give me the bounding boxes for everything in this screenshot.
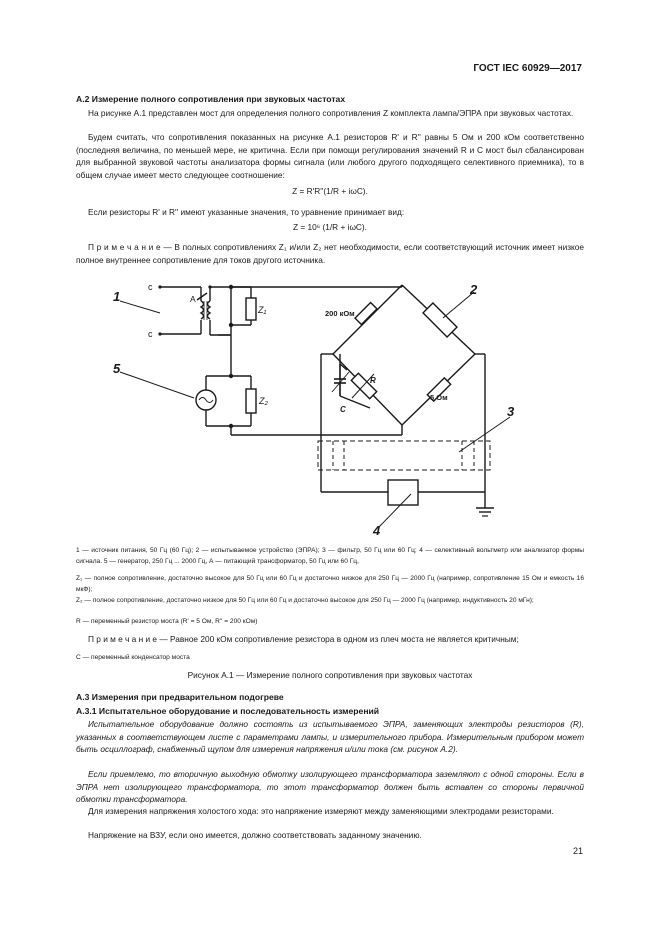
z1-impedance — [246, 298, 256, 320]
device-under-test-box — [423, 303, 457, 337]
figure-legend-1: 1 — источник питания, 50 Гц (60 Гц); 2 — испытываемое устройство (ЭПРА); 3 — фильтр, 50 Гц или 60 Гц; 4 — селективный вольтметр или анализатор формы сигнала. 5 — генератор, 250 Гц ... 2000 Гц, А — питающий трансформатор, 50 Гц или 60 Гц, — [76, 547, 584, 565]
figure-legend-5: С — переменный конденсатор моста — [76, 654, 190, 661]
bridge-arm-200k — [333, 285, 402, 354]
figure-legend-3: Z₂ — полное сопротивление, достаточно низкое для 50 Гц или 60 Гц и достаточно высокое для 250 Гц — 2000 Гц (например, индуктивность 20 мГн); — [76, 597, 534, 604]
transformer-primary — [201, 301, 204, 319]
formula-1: Z = R'R''(1/R + iωC). — [292, 186, 368, 196]
note-2-label: П р и м е ч а н и е — [88, 634, 158, 644]
section-a2-para1: На рисунке А.1 представлен мост для определения полного сопротивления Z комплекта лампа/ЭПРА при звуковых частотах. — [88, 108, 574, 118]
note-1-label: П р и м е ч а н и е — [88, 242, 161, 252]
label-z2: Z₂ — [259, 396, 268, 406]
section-a3-para4: Напряжение на ВЗУ, если оно имеется, должно соответствовать заданному значению. — [88, 830, 422, 840]
note-2 — [76, 633, 584, 646]
section-a2-para2: Будем считать, что сопротивления показанных на рисунке А.1 резисторов R' и R'' равны 5 Ом и 200 кОм соответственно (последняя величина, по меньшей мере, не критична. Если при помощи регулирования значений R и С мост был сбалансирован для выбранной звуковой частоты анализатора формы сигнала (или любого другого подходящего селективного приемника), то в общем случае имеет место следующее соотношение: — [76, 132, 584, 180]
label-200k: 200 кОм — [325, 309, 355, 318]
label-z1: Z₁ — [258, 305, 267, 315]
figure-legend-2: Z₁ — полное сопротивление, достаточно высокое для 50 Гц или 60 Гц и достаточно низкое для 250 Гц — 2000 Гц (например, сопротивление 15 Ом и емкость 16 мкФ); — [76, 575, 584, 593]
transformer-secondary — [208, 301, 211, 319]
standard-header: ГОСТ IEC 60929—2017 — [473, 63, 582, 74]
label-5: 5 — [113, 361, 121, 376]
note-1-text: — В полных сопротивлениях Z₁ и/или Z₂ нет необходимости, если соответствующий источник имеет низкое полное внутреннее сопротивление для токов другого источника. — [76, 242, 585, 265]
page-number: 21 — [572, 846, 583, 856]
label-4: 4 — [373, 523, 381, 538]
section-a3-heading: А.3 Измерения при предварительном подогреве — [76, 692, 284, 702]
label-5ohm: 5 Ом — [430, 393, 448, 402]
label-c-bottom: c — [148, 329, 153, 339]
label-c-top: c — [148, 282, 153, 292]
label-2: 2 — [470, 282, 478, 297]
section-a3-para2: Если приемлемо, то вторичную выходную обмотку изолирующего трансформатора заземляют с одной стороны. Если в ЭПРА нет изолирующего трансформатора, то этот трансформатор должен быть вставлен со стороны первичной обмотки трансформатора. — [76, 769, 584, 805]
section-a2-para3: Если резисторы R' и R'' имеют указанные значения, то уравнение принимает вид: — [88, 207, 405, 217]
figure-caption: Рисунок А.1 — Измерение полного сопротивления при звуковых частотах — [187, 670, 473, 680]
figure-legend-4: R — переменный резистор моста (R' = 5 Ом, R'' = 200 кОм) — [76, 618, 258, 625]
formula-2: Z = 10⁶ (1/R + iωC). — [293, 222, 367, 232]
label-a: A — [190, 294, 196, 304]
z2-impedance — [246, 389, 256, 413]
section-a3-para3: Для измерения напряжения холостого хода: это напряжение измеряют между заменяющими электродами резисторами. — [88, 806, 554, 816]
section-a31-heading: А.3.1 Испытательное оборудование и последовательность измерений — [76, 706, 380, 716]
section-a3-para1: Испытательное оборудование должно состоять из испытываемого ЭПРА, заменяющих электроды резисторов (R), указанных в соответствующем листе с параметрами лампы, и измерительного прибора. Измерительным прибором может быть осциллограф, снабженный щупом для измерения напряжения и/или тока (см. рисунок А.2). — [76, 719, 584, 755]
label-1: 1 — [113, 289, 121, 304]
label-r: R — [370, 376, 376, 385]
section-a2-heading: А.2 Измерение полного сопротивления при звуковых частотах — [76, 94, 346, 104]
selective-voltmeter-box — [388, 480, 418, 505]
label-3: 3 — [507, 404, 515, 419]
label-c: C — [340, 405, 346, 414]
note-2-text: — Равное 200 кОм сопротивление резистора в одном из плеч моста не является критичным; — [157, 634, 519, 644]
